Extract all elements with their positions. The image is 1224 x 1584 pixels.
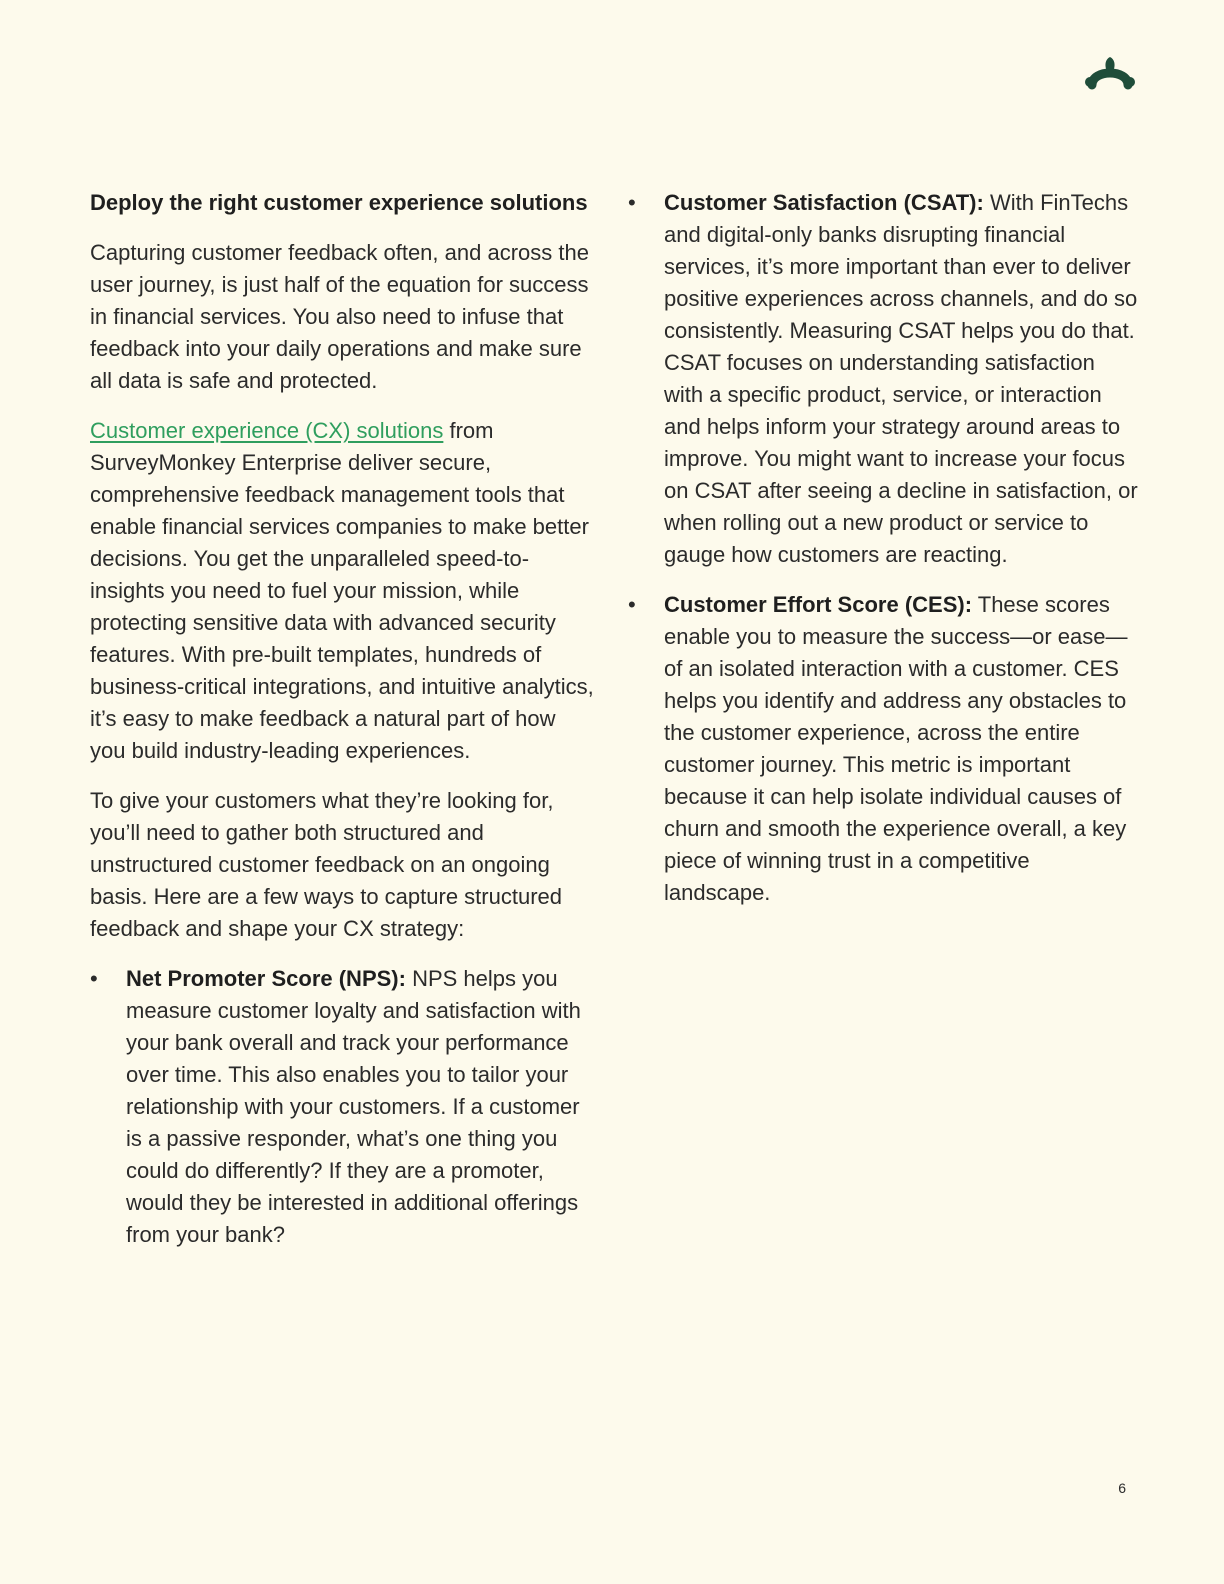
list-item-ces — [628, 589, 1138, 909]
bullet-icon: • — [628, 190, 636, 215]
list-item-csat — [628, 187, 1138, 571]
left-column — [90, 187, 595, 1269]
structured-feedback-paragraph: To give your customers what they’re looking for, you’ll need to gather both structured and unstructured customer feedback on an ongoing basis. Here are a few ways to capture structured feedback and shape your CX strategy: — [90, 788, 562, 941]
right-column — [628, 187, 1138, 927]
cx-solutions-text: from SurveyMonkey Enterprise deliver secure, comprehensive feedback management tools that enable financial services companies to make better decisions. You get the unparalleled speed-to-insights you need to fuel your mission, while protecting sensitive data with advanced security features. With pre-built templates, hundreds of business-critical integrations, and intuitive analytics, it’s easy to make feedback a natural part of how you build industry-leading experiences. — [90, 418, 594, 763]
bullet-icon: • — [90, 966, 98, 991]
csat-term: Customer Satisfaction (CSAT): — [664, 190, 984, 215]
cx-solutions-link[interactable]: Customer experience (CX) solutions — [90, 418, 444, 443]
list-item-nps — [90, 963, 595, 1251]
section-heading: Deploy the right customer experience solutions — [90, 190, 588, 215]
left-bullet-list — [90, 963, 595, 1251]
ces-description: These scores enable you to measure the success—or ease—of an isolated interaction with a customer. CES helps you identify and address any obstacles to the customer experience, across the entire customer journey. This metric is important because it can help isolate individual causes of churn and smooth the experience overall, a key piece of winning trust in a competitive landscape. — [664, 592, 1128, 905]
nps-description: NPS helps you measure customer loyalty and satisfaction with your bank overall and track your performance over time. This also enables you to tailor your relationship with your customers. If a customer is a passive responder, what’s one thing you could do differently? If they are a promoter, would they be interested in additional offerings from your bank? — [126, 966, 581, 1247]
page-number: 6 — [1118, 1480, 1126, 1496]
right-bullet-list — [628, 187, 1138, 909]
ces-term: Customer Effort Score (CES): — [664, 592, 973, 617]
nps-term: Net Promoter Score (NPS): — [126, 966, 406, 991]
csat-description: With FinTechs and digital-only banks disrupting financial services, it’s more important than ever to deliver positive experiences across channels, and do so consistently. Measuring CSAT helps you do that. CSAT focuses on understanding satisfaction with a specific product, service, or interaction and helps inform your strategy around areas to improve. You might want to increase your focus on CSAT after seeing a decline in satisfaction, or when rolling out a new product or service to gauge how customers are reacting. — [664, 190, 1138, 567]
surveymonkey-logo-icon — [1084, 55, 1136, 93]
bullet-icon: • — [628, 592, 636, 617]
intro-paragraph: Capturing customer feedback often, and across the user journey, is just half of the equation for success in financial services. You also need to infuse that feedback into your daily operations and make sure all data is safe and protected. — [90, 240, 589, 393]
cx-solutions-paragraph — [90, 415, 595, 767]
